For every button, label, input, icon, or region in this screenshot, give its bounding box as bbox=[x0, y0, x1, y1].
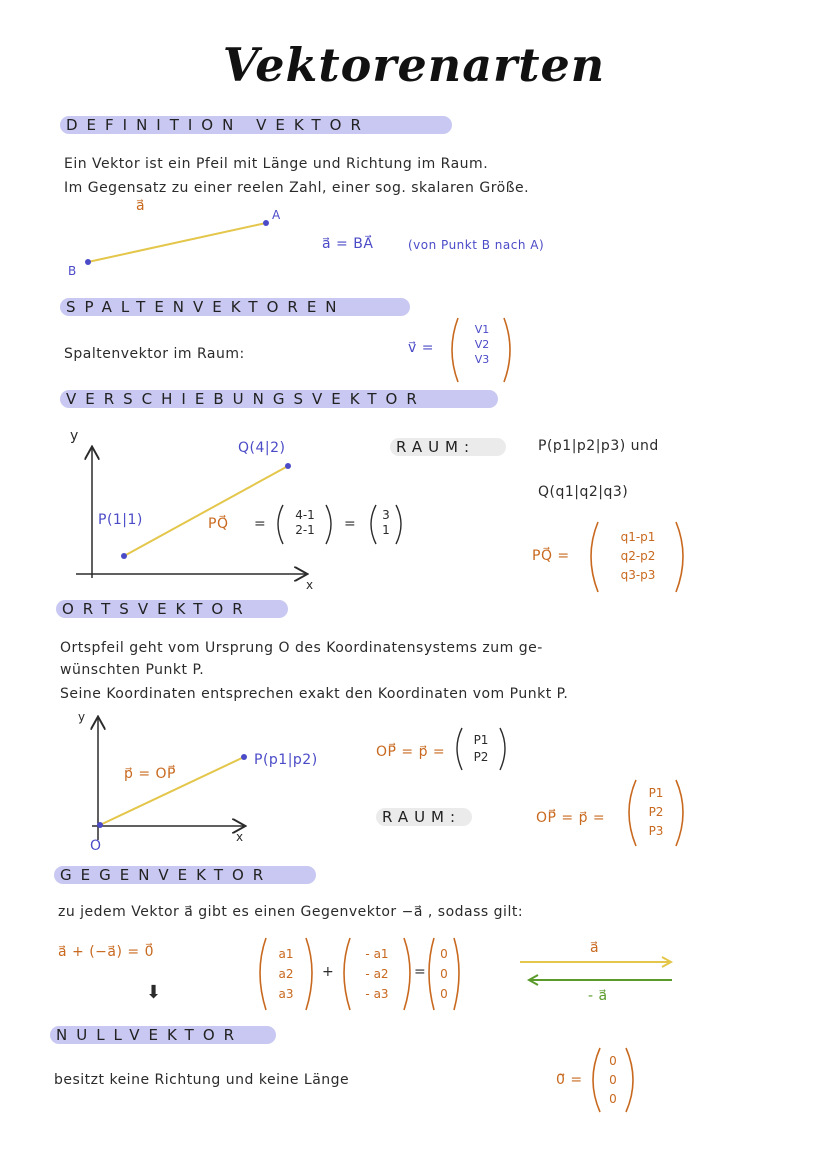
definition-note: (von Punkt B nach A) bbox=[408, 238, 545, 252]
origin-label: O bbox=[90, 838, 102, 854]
orts-heading: ORTSVEKTOR bbox=[62, 600, 252, 618]
orts-point-label: P(p1|p2) bbox=[254, 752, 318, 768]
x-axis-label: x bbox=[306, 578, 314, 592]
gegen-vector-neg: - a1 - a2 - a3 bbox=[365, 947, 389, 1001]
arrow-neg-a-label: - a⃗ bbox=[588, 988, 608, 1004]
null-lhs: 0⃗ = bbox=[556, 1072, 583, 1088]
raum-label-1: RAUM: bbox=[396, 438, 476, 456]
raum-label-2: RAUM: bbox=[382, 808, 462, 826]
orts-y-label: y bbox=[78, 710, 86, 724]
definition-formula: a⃗ = BA⃗ bbox=[322, 236, 374, 252]
null-text: besitzt keine Richtung und keine Länge bbox=[54, 1072, 350, 1088]
orts-line1: Ortspfeil geht vom Ursprung O des Koordinatensystems zum ge- bbox=[60, 640, 543, 656]
orts-formula: OP⃗ = p⃗ = bbox=[376, 744, 446, 760]
raum-q: Q(q1|q2|q3) bbox=[538, 484, 629, 500]
gegen-heading: GEGENVEKTOR bbox=[60, 866, 273, 884]
down-arrow-icon: ⬇ bbox=[146, 982, 162, 1003]
verschiebung-heading: VERSCHIEBUNGSVEKTOR bbox=[66, 390, 426, 408]
pq-calc: 4-1 2-1 bbox=[295, 508, 315, 537]
point-a-dot bbox=[263, 220, 269, 226]
point-p-label: P(1|1) bbox=[98, 512, 143, 528]
spalten-paren-right bbox=[504, 318, 510, 382]
point-b-dot bbox=[85, 259, 91, 265]
null-vector: 0 0 0 bbox=[609, 1054, 617, 1106]
spalten-lhs: v⃗ = bbox=[408, 340, 434, 356]
gegen-zero-vector: 0 0 0 bbox=[440, 947, 448, 1001]
gegen-text: zu jedem Vektor a⃗ gibt es einen Gegenvektor −a⃗ , sodass gilt: bbox=[58, 904, 524, 920]
orts-line3: Seine Koordinaten entsprechen exakt den Koordinaten vom Punkt P. bbox=[60, 686, 569, 702]
point-p-dot bbox=[121, 553, 127, 559]
spalten-heading: SPALTENVEKTOREN bbox=[66, 298, 346, 316]
orts-vector: P1 P2 bbox=[473, 733, 489, 764]
spalten-vector: V1 V2 V3 bbox=[474, 323, 490, 366]
raum-pq: PQ⃗ = bbox=[532, 548, 570, 564]
point-a-label: A bbox=[272, 208, 281, 222]
raum-pq-vector: q1-p1 q2-p2 q3-p3 bbox=[620, 530, 656, 582]
vec-a-label: a⃗ bbox=[136, 198, 146, 214]
pq-label: PQ⃗ bbox=[208, 516, 229, 532]
pq-result: 3 1 bbox=[382, 508, 390, 537]
raum-op-vector: P1 P2 P3 bbox=[648, 786, 664, 838]
definition-line1: Ein Vektor ist ein Pfeil mit Länge und Richtung im Raum. bbox=[64, 156, 489, 172]
op-label: p⃗ = OP⃗ bbox=[124, 766, 176, 782]
arrow-a-label: a⃗ bbox=[590, 940, 600, 956]
vector-ba-line bbox=[88, 223, 266, 262]
gegen-vector-a: a1 a2 a3 bbox=[278, 947, 294, 1001]
spalten-paren-left bbox=[452, 318, 458, 382]
definition-line2: Im Gegensatz zu einer reelen Zahl, einer sog. skalaren Größe. bbox=[64, 180, 530, 196]
raum-op: OP⃗ = p⃗ = bbox=[536, 810, 606, 826]
gegen-formula: a⃗ + (−a⃗) = 0⃗ bbox=[58, 944, 154, 960]
orts-line2: wünschten Punkt P. bbox=[60, 662, 205, 678]
raum-p: P(p1|p2|p3) und bbox=[538, 438, 659, 454]
orts-x-label: x bbox=[236, 830, 244, 844]
y-axis-label: y bbox=[70, 428, 79, 444]
vector-pq-line bbox=[124, 466, 288, 556]
definition-heading: DEFINITION VEKTOR bbox=[66, 116, 370, 134]
point-q-label: Q(4|2) bbox=[238, 440, 286, 456]
spalten-text: Spaltenvektor im Raum: bbox=[64, 346, 245, 362]
page-title: Vektorenarten bbox=[222, 38, 606, 92]
point-q-dot bbox=[285, 463, 291, 469]
point-b-label: B bbox=[68, 264, 77, 278]
null-heading: NULLVEKTOR bbox=[56, 1026, 244, 1044]
